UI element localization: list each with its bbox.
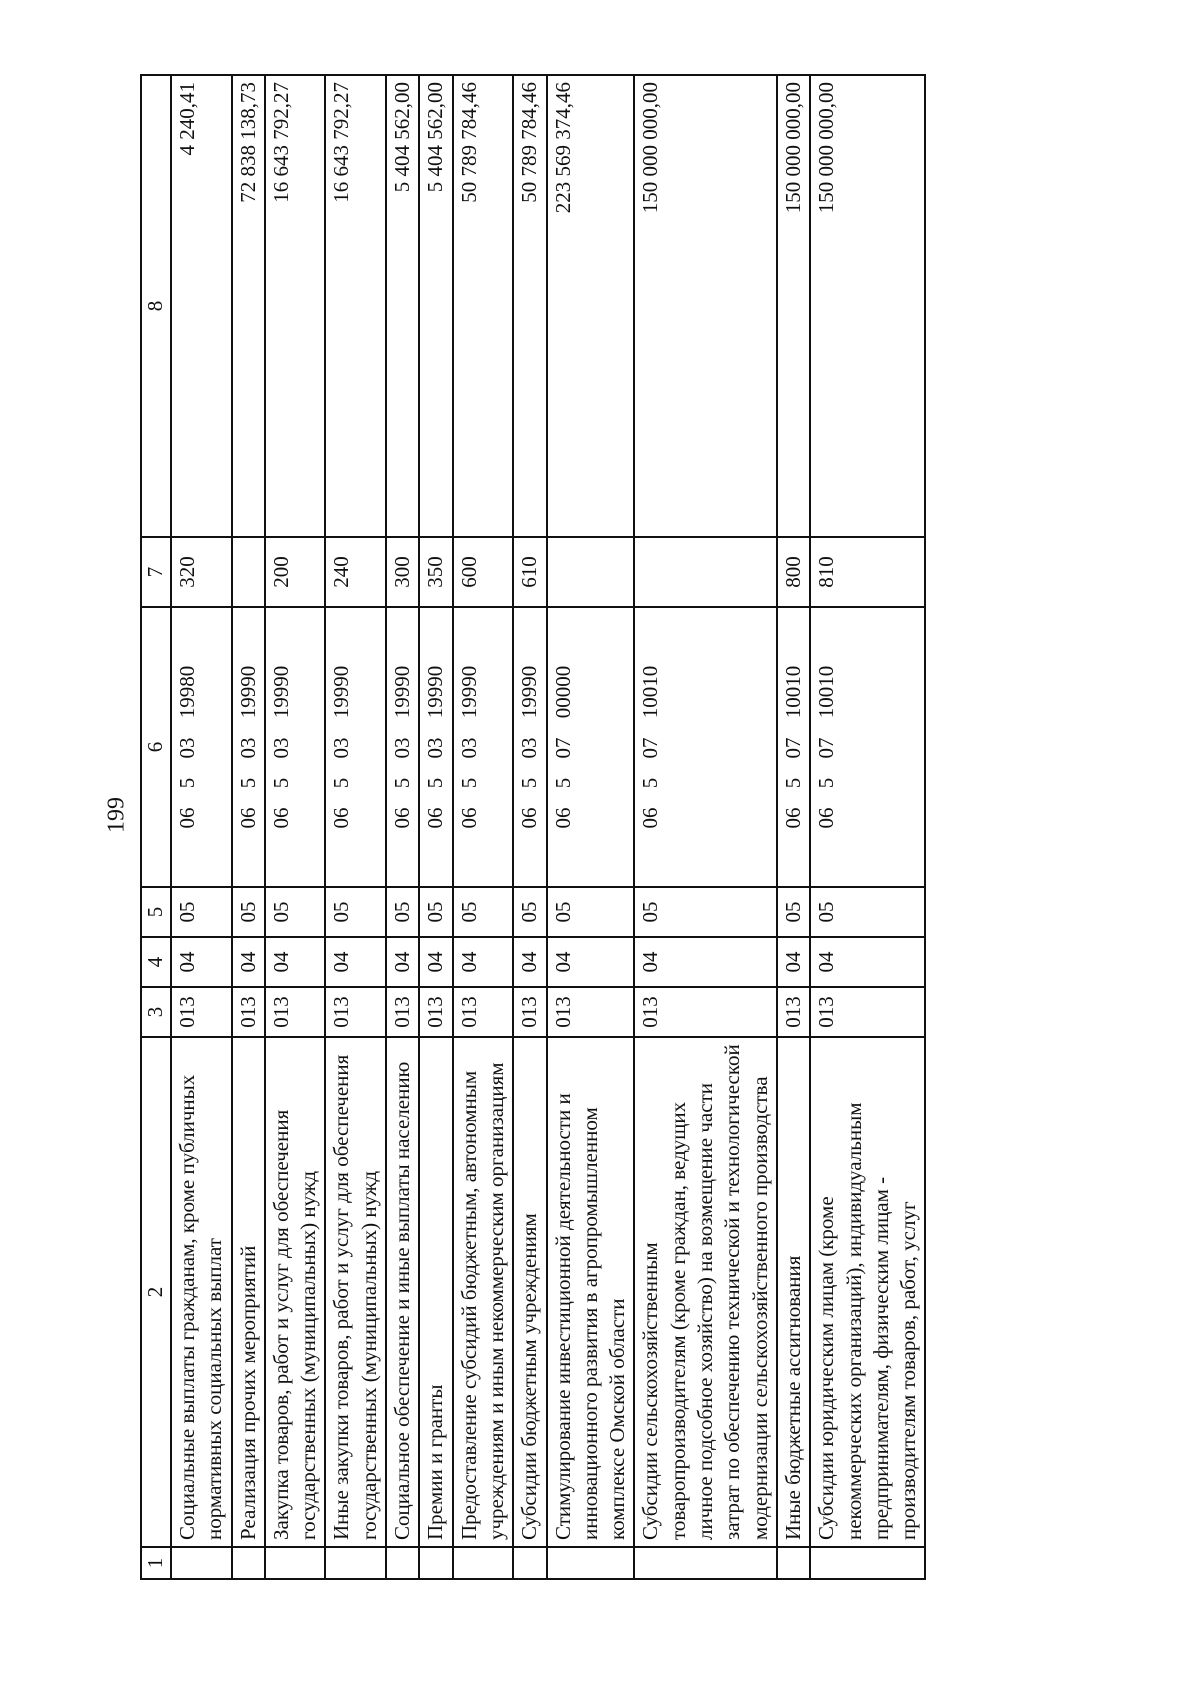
table-row (547, 75, 635, 1579)
target-article-part: 07 (814, 737, 839, 759)
target-article-cell (547, 607, 635, 887)
ministry-code-cell: 013 (547, 987, 635, 1037)
target-article-part: 06 (780, 807, 805, 829)
target-article-part: 5 (390, 777, 415, 789)
expense-type-cell: 240 (325, 537, 386, 607)
target-article-cell (810, 607, 925, 887)
amount-cell: 16 643 792,27 (325, 75, 386, 537)
table-row (386, 75, 419, 1579)
expense-name-cell: Иные закупки товаров, работ и услуг для обеспечения государственных (муниципальных) нужд (325, 1037, 386, 1547)
expense-name-cell: Социальное обеспечение и иные выплаты населению (386, 1037, 419, 1547)
ministry-code-cell: 013 (453, 987, 514, 1037)
target-article-cell (419, 607, 452, 887)
amount-cell: 4 240,41 (171, 75, 232, 537)
expense-type-cell: 300 (386, 537, 419, 607)
section-code-cell: 04 (547, 937, 635, 987)
target-article-cell (265, 607, 326, 887)
table-row (810, 75, 925, 1579)
subsection-code-cell: 05 (547, 887, 635, 937)
ministry-code-cell: 013 (171, 987, 232, 1037)
target-article-part: 03 (390, 737, 415, 759)
target-article-part: 03 (456, 737, 481, 759)
target-article-part: 03 (423, 737, 448, 759)
target-article-part: 00000 (550, 665, 575, 719)
column-number-2: 2 (141, 1037, 171, 1547)
amount-cell: 150 000 000,00 (634, 75, 776, 537)
table-row (265, 75, 326, 1579)
expense-type-cell: 350 (419, 537, 452, 607)
target-article-part: 5 (268, 777, 293, 789)
subsection-code-cell: 05 (265, 887, 326, 937)
target-article-part: 06 (175, 807, 199, 829)
subsection-code-cell: 05 (453, 887, 514, 937)
target-article-part: 19990 (423, 665, 448, 719)
column-number-3: 3 (141, 987, 171, 1037)
subsection-code-cell: 05 (777, 887, 810, 937)
amount-cell: 50 789 784,46 (513, 75, 546, 537)
target-article-part: 06 (550, 807, 575, 829)
target-article-part: 07 (550, 737, 575, 759)
ministry-code-cell: 013 (777, 987, 810, 1037)
subsection-code-cell: 05 (386, 887, 419, 937)
target-article-part: 06 (235, 807, 260, 829)
target-article-part: 5 (780, 777, 805, 789)
target-article-part: 06 (329, 807, 354, 829)
target-article-part: 10010 (814, 665, 839, 719)
row-number-cell (513, 1547, 546, 1579)
expense-name-cell: Стимулирование инвестиционной деятельности и инновационного развития в агропромышленном комплексе Омской области (547, 1037, 635, 1547)
expense-type-cell (634, 537, 776, 607)
table-row (419, 75, 452, 1579)
target-article-part: 19990 (268, 665, 293, 719)
ministry-code-cell: 013 (386, 987, 419, 1037)
table-row (513, 75, 546, 1579)
table-row (777, 75, 810, 1579)
table-row (171, 75, 232, 1579)
target-article-part: 5 (456, 777, 481, 789)
ministry-code-cell: 013 (634, 987, 776, 1037)
target-article-part: 03 (329, 737, 354, 759)
target-article-part: 19990 (235, 665, 260, 719)
section-code-cell: 04 (453, 937, 514, 987)
expense-type-cell: 200 (265, 537, 326, 607)
column-number-8: 8 (141, 75, 171, 537)
ministry-code-cell: 013 (265, 987, 326, 1037)
target-article-part: 06 (814, 807, 839, 829)
target-article-part: 03 (268, 737, 293, 759)
ministry-code-cell: 013 (232, 987, 265, 1037)
expense-type-cell: 810 (810, 537, 925, 607)
ministry-code-cell: 013 (419, 987, 452, 1037)
row-number-cell (171, 1547, 232, 1579)
table-row (232, 75, 265, 1579)
expense-type-cell (547, 537, 635, 607)
target-article-cell (171, 607, 232, 887)
expense-name-cell: Субсидии бюджетным учреждениям (513, 1037, 546, 1547)
expense-name-cell: Субсидии юридическим лицам (кроме некоммерческих организаций), индивидуальным предпринимателям, физическим лицам - производителям товаров, работ, услуг (810, 1037, 925, 1547)
target-article-part: 5 (175, 777, 199, 789)
section-code-cell: 04 (513, 937, 546, 987)
target-article-part: 5 (638, 777, 663, 789)
expense-name-cell: Субсидии сельскохозяйственным товаропроизводителям (кроме граждан, ведущих личное подсобное хозяйство) на возмещение части затрат по обеспечению технической и технологической модернизации сельскохозяйственного производства (634, 1037, 776, 1547)
amount-cell: 72 838 138,73 (232, 75, 265, 537)
target-article-part: 5 (235, 777, 260, 789)
row-number-cell (634, 1547, 776, 1579)
column-number-5: 5 (141, 887, 171, 937)
expense-name-cell: Социальные выплаты гражданам, кроме публичных нормативных социальных выплат (171, 1037, 232, 1547)
section-code-cell: 04 (386, 937, 419, 987)
subsection-code-cell: 05 (634, 887, 776, 937)
section-code-cell: 04 (171, 937, 232, 987)
target-article-part: 06 (456, 807, 481, 829)
amount-cell: 150 000 000,00 (777, 75, 810, 537)
ministry-code-cell: 013 (325, 987, 386, 1037)
row-number-cell (810, 1547, 925, 1579)
column-number-1: 1 (141, 1547, 171, 1579)
target-article-part: 19980 (175, 665, 199, 719)
target-article-part: 5 (814, 777, 839, 789)
section-code-cell: 04 (232, 937, 265, 987)
expense-type-cell: 320 (171, 537, 232, 607)
budget-table (140, 74, 926, 1580)
target-article-part: 06 (638, 807, 663, 829)
row-number-cell (777, 1547, 810, 1579)
expense-type-cell (232, 537, 265, 607)
column-number-6: 6 (141, 607, 171, 887)
target-article-part: 5 (550, 777, 575, 789)
subsection-code-cell: 05 (419, 887, 452, 937)
amount-cell: 16 643 792,27 (265, 75, 326, 537)
expense-name-cell: Закупка товаров, работ и услуг для обеспечения государственных (муниципальных) нужд (265, 1037, 326, 1547)
target-article-part: 19990 (390, 665, 415, 719)
row-number-cell (386, 1547, 419, 1579)
row-number-cell (547, 1547, 635, 1579)
column-number-4: 4 (141, 937, 171, 987)
target-article-part: 19990 (329, 665, 354, 719)
expense-type-cell: 610 (513, 537, 546, 607)
expense-name-cell: Предоставление субсидий бюджетным, автономным учреждениям и иным некоммерческим организациям (453, 1037, 514, 1547)
target-article-part: 07 (780, 737, 805, 759)
subsection-code-cell: 05 (171, 887, 232, 937)
section-code-cell: 04 (325, 937, 386, 987)
table-row (453, 75, 514, 1579)
section-code-cell: 04 (419, 937, 452, 987)
table-row (325, 75, 386, 1579)
amount-cell: 150 000 000,00 (810, 75, 925, 537)
target-article-part: 06 (423, 807, 448, 829)
subsection-code-cell: 05 (513, 887, 546, 937)
ministry-code-cell: 013 (810, 987, 925, 1037)
target-article-part: 5 (329, 777, 354, 789)
target-article-part: 5 (423, 777, 448, 789)
target-article-part: 03 (235, 737, 260, 759)
target-article-part: 03 (175, 737, 199, 759)
expense-type-cell: 800 (777, 537, 810, 607)
target-article-part: 19990 (517, 665, 542, 719)
subsection-code-cell: 05 (232, 887, 265, 937)
page-number: 199 (103, 797, 130, 833)
table-row (634, 75, 776, 1579)
target-article-cell (453, 607, 514, 887)
amount-cell: 223 569 374,46 (547, 75, 635, 537)
row-number-cell (325, 1547, 386, 1579)
expense-type-cell: 600 (453, 537, 514, 607)
target-article-part: 10010 (638, 665, 663, 719)
row-number-cell (265, 1547, 326, 1579)
table-body (141, 75, 925, 1579)
target-article-cell (777, 607, 810, 887)
section-code-cell: 04 (265, 937, 326, 987)
column-number-7: 7 (141, 537, 171, 607)
target-article-part: 03 (517, 737, 542, 759)
target-article-cell (634, 607, 776, 887)
target-article-part: 06 (268, 807, 293, 829)
amount-cell: 50 789 784,46 (453, 75, 514, 537)
amount-cell: 5 404 562,00 (419, 75, 452, 537)
target-article-part: 10010 (780, 665, 805, 719)
expense-name-cell: Реализация прочих мероприятий (232, 1037, 265, 1547)
target-article-cell (232, 607, 265, 887)
expense-name-cell: Премии и гранты (419, 1037, 452, 1547)
row-number-cell (232, 1547, 265, 1579)
section-code-cell: 04 (634, 937, 776, 987)
ministry-code-cell: 013 (513, 987, 546, 1037)
subsection-code-cell: 05 (325, 887, 386, 937)
target-article-part: 06 (390, 807, 415, 829)
target-article-part: 07 (638, 737, 663, 759)
row-number-cell (453, 1547, 514, 1579)
row-number-cell (419, 1547, 452, 1579)
target-article-cell (386, 607, 419, 887)
target-article-part: 06 (517, 807, 542, 829)
section-code-cell: 04 (810, 937, 925, 987)
expense-name-cell: Иные бюджетные ассигнования (777, 1037, 810, 1547)
rotated-table-frame (140, 76, 1052, 1580)
column-number-row (141, 75, 171, 1579)
target-article-part: 19990 (456, 665, 481, 719)
target-article-cell (325, 607, 386, 887)
amount-cell: 5 404 562,00 (386, 75, 419, 537)
target-article-cell (513, 607, 546, 887)
section-code-cell: 04 (777, 937, 810, 987)
target-article-part: 5 (517, 777, 542, 789)
subsection-code-cell: 05 (810, 887, 925, 937)
